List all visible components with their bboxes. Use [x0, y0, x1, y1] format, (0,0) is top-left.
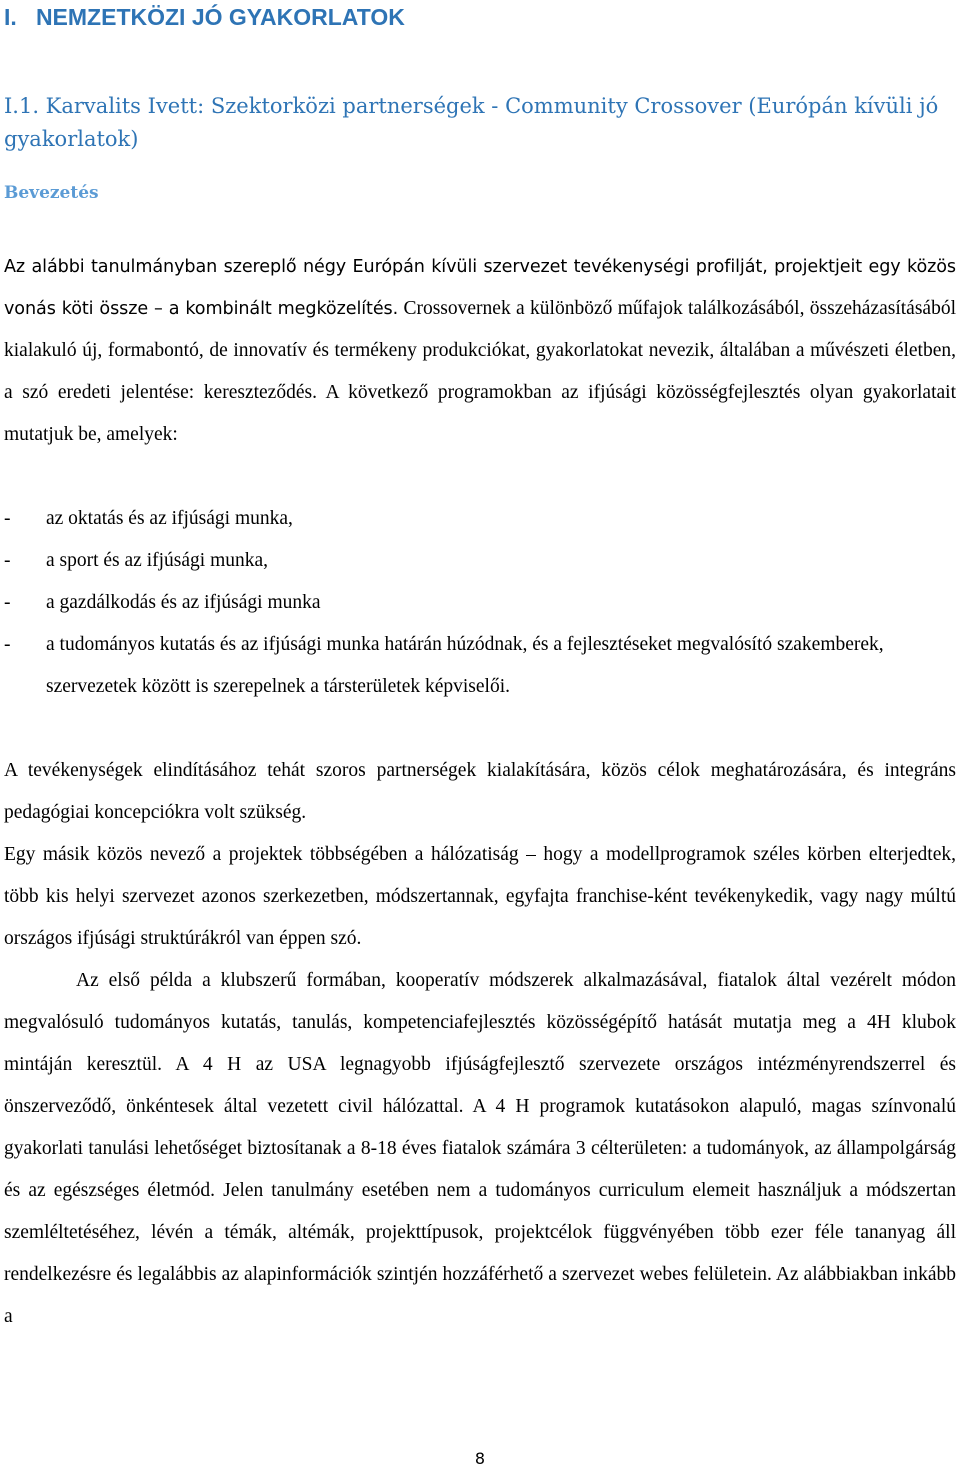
subsection-heading: Bevezetés: [4, 183, 99, 203]
list-item: [4, 540, 956, 582]
intro-text-sans: Az alábbi tanulmányban szereplő négy Európán kívüli szervezet tevékenységi profilját, projektjeit egy közös vonás köti össze – a kombinált megközelítés.: [4, 257, 956, 319]
chapter-heading: I. NEMZETKÖZI JÓ GYAKORLATOK: [4, 4, 405, 30]
list-dash: -: [4, 592, 11, 613]
body-paragraph: Az első példa a klubszerű formában, kooperatív módszerek alkalmazásával, fiatalok által vezérelt módon megvalósuló tudományos kutatás, tanulás, kompetenciafejlesztés közösségépítő hatását mutatja meg a 4H klubok mintáján keresztül. A 4 H az USA legnagyobb ifjúságfejlesztő szervezete országos intézményrendszerrel és önszerveződő, önkéntesek által vezetett civil hálózattal. A 4 H programok kutatásokon alapuló, magas színvonalú gyakorlati tanulási lehetőséget biztosítanak a 8-18 éves fiatalok számára 3 célterületen: a tudományok, az állampolgárság és az egészséges életmód. Jelen tanulmány esetében nem a tudományos curriculum elemeit használjuk a módszertan szemléltetéséhez, lévén a témák, altémák, projekttípusok, projektcélok függvényében több ezer féle tananyag áll rendelkezésre és legalábbis az alapinformációk szintjén hozzáférhető a szervezet webes felületein. Az alábbiakban inkább a: [4, 970, 956, 1327]
list-item-text: az oktatás és az ifjúsági munka,: [46, 508, 293, 529]
list-item: [4, 582, 956, 624]
list-dash: -: [4, 634, 11, 655]
list-item-text: a gazdálkodás és az ifjúsági munka: [46, 592, 321, 613]
list-item: [4, 498, 956, 540]
topic-list: [4, 498, 956, 708]
list-dash: -: [4, 508, 11, 529]
list-dash: -: [4, 550, 11, 571]
page-number: 8: [474, 1449, 486, 1468]
body-paragraph: A tevékenységek elindításához tehát szoros partnerségek kialakítására, közös célok meghatározására, és integráns pedagógiai koncepciókra volt szükség.: [4, 760, 956, 823]
intro-text-serif: Crossovernek a különböző műfajok találkozásából, összeházasításából kialakuló új, formabontó, de innovatív és termékeny produkciókat, gyakorlatokat nevezik, általában a művészeti életben, a szó eredeti jelentése: kereszteződés. A következő programokban az ifjúsági közösségfejlesztés olyan gyakorlatait mutatjuk be, amelyek:: [4, 298, 956, 445]
section-heading: I.1. Karvalits Ivett: Szektorközi partnerségek - Community Crossover (Európán kívüli jó gyakorlatok): [4, 94, 939, 151]
list-item-text: a sport és az ifjúsági munka,: [46, 550, 269, 571]
intro-paragraph: [4, 246, 956, 456]
list-item: [4, 624, 956, 708]
body-paragraph: Egy másik közös nevező a projektek többségében a hálózatiság – hogy a modellprogramok széles körben elterjedtek, több kis helyi szervezet azonos szerkezetben, módszertannak, egyfajta franchise-ként tevékenykedik, vagy nagy múltú országos ifjúsági struktúrákról van éppen szó.: [4, 844, 956, 949]
list-item-text: a tudományos kutatás és az ifjúsági munka határán húzódnak, és a fejlesztéseket megvalósító szakemberek, szervezetek között is szerepelnek a társterületek képviselői.: [46, 634, 884, 697]
